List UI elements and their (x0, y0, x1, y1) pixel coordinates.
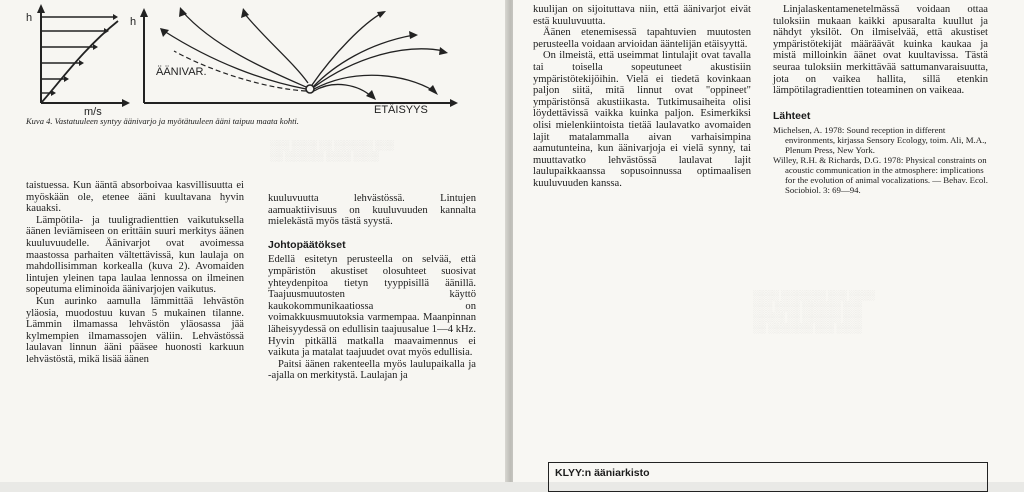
shadow-zone-label: ÄÄNIVAR. (156, 66, 207, 78)
references-list (773, 125, 988, 195)
right-column-1 (533, 4, 751, 190)
archive-box-title: KLYY:n ääniarkisto (555, 467, 650, 479)
reference-item: Willey, R.H. & Richards, D.G. 1978: Physical constraints on acoustic communication in the atmosphere: implications for the evolution of animal vocalizations. — Behav. Ecol. Sociobiol. 3: 69—94. (773, 155, 988, 196)
paragraph: Paitsi äänen rakenteella myös laulupaikalla ja -ajalla on merkitystä. Laulajan ja (268, 358, 476, 382)
paragraph: Edellä esitetyn perusteella on selvää, että ympäristön akustiset olosuhteet suosivat yhteydenpitoa tietyn tyyppisillä äänillä. Taajuusmuutosten käyttö kaukokommunikaatiossa on voimakkuusmuutoksia varmempaa. Maanpinnan läheisyydessä on edullisin taajuusalue 1—4 kHz. Hyvin pitkällä matkalla maavaimennus ei vaikuta ja matalat taajuudet ovat myös edullisia. (268, 254, 476, 359)
reference-item: Michelsen, A. 1978: Sound reception in different environments, kirjassa Sensory Ecology, toim. Ali, M.A., Plenum Press, New York. (773, 125, 987, 156)
archive-box (548, 462, 988, 492)
caption-label: Kuva 4. (26, 116, 53, 126)
paragraph: kuulijan on sijoituttava niin, että äänivarjot eivät estä kuuluvuutta. (533, 4, 751, 27)
paragraph: Linjalaskentamenetelmässä voidaan ottaa tuloksiin mukaan kaikki apusaralta kuullut ja nähdyt yksilöt. On ilmiselvää, että akustiset ympäristötekijät määräävät kuinka kaukaa ja mistä milloinkin äänet ovat kuultavissa. Tästä seuraa tuloksiin merkittävää sattumanvaraisuutta, jota on vaikea hallita, sillä etenkin lämpötilagradienttien toteaminen on vaikeaa. (773, 4, 988, 97)
left-column-1 (26, 180, 244, 366)
caption-text: Vastatuuleen syntyy äänivarjo ja myötätuuleen ääni taipuu maata kohti. (54, 116, 299, 126)
wind-profile-graph (26, 4, 130, 117)
h-axis-label-left: h (26, 12, 33, 24)
left-column-2 (268, 193, 476, 382)
bleed-through-text: ░░░░ ░░░░░░░ ░░░ ░░░░ ░░░ ░░░░ ░░░░░░ ░░░ ░░░░░ ░░ ░░░░░░ ░░░ ░░ ░░░░░░░ ░░░ ░░░░ (753, 290, 875, 333)
section-heading-conclusions: Johtopäätökset (268, 238, 346, 251)
sound-source-icon (306, 85, 314, 93)
sound-rays-graph (130, 7, 458, 116)
paragraph: Kun aurinko aamulla lämmittää lehvästön yläosia, muodostuu kuvan 5 mukainen tilanne. Lämmin ilmamassa lehvästön yläosassa jää kylmempien ilmamassojen väliin. Lehvästössä laulavan linnun ääni pääsee huonosti karkuun lehvästöstä, mikä lisää äänen (26, 295, 244, 365)
paragraph: On ilmeistä, että useimmat lintulajit ovat tavalla tai toisella sopeutuneet akustisiin ympäristötekijöihin. Vielä ei tiedetä kovinkaan paljon siitä, mitä linnut ovat "oppineet" ympäristönsä akustiikasta. Tutkimusaiheita olisi löydettävissä vaikka kuinka paljon. Esimerkiksi olisi mielenkiintoista tietää laulavatko avomaiden lajit matalammalla aivan varhaisimpina aamutunteina, kun äänivarjoja ei vielä synny, tai muuttavatko lehvästössä laulavat lajit laulupaikkaanssa sopusoinnussa optimaalisen kuuluvuuden kanssa. (533, 50, 751, 189)
section-heading-sources: Lähteet (773, 109, 811, 122)
h-axis-label-right: h (130, 16, 137, 28)
paragraph: Äänen etenemisessä tapahtuvien muutosten perusteella voidaan arvioidan ääntelijän etäisyyttä. (533, 27, 751, 50)
ms-axis-label: m/s (84, 106, 102, 117)
paragraph: Lämpötila- ja tuuligradienttien vaikutuksella äänen leviämiseen on erittäin suuri merkitys äänen kuuluvuudelle. Äänivarjot ovat avoimessa maastossa parhaiten vältettävissä, kun laulaja on mahdollisimman korkealla (kuva 2). Avomaiden lintujen yleinen tapa laulaa lennossa on ilmeinen sopeutuma eliminoida äänivarjojen vaikutus. (26, 214, 244, 296)
figure-caption (26, 116, 299, 126)
sound-propagation-figure (14, 3, 484, 117)
right-column-2 (773, 4, 988, 195)
right-page (513, 0, 1024, 482)
bleed-through-text: ░░░ ░░░░ ░░ ░░░░░░ ░░░ ░░ ░░░░░░ ░░░░ ░░░░ (270, 140, 394, 161)
paragraph: kuuluvuutta lehvästössä. Lintujen aamuaktiivisuus on kuuluvuuden kannalta mielekästä myös tästä syystä. (268, 193, 476, 228)
distance-axis-label: ETÄISYYS (374, 104, 428, 116)
left-page (0, 0, 508, 482)
paragraph: taistuessa. Kun ääntä absorboivaa kasvillisuutta ei myöskään ole, etenee ääni kuultavana hyvin kauaksi. (26, 180, 244, 215)
